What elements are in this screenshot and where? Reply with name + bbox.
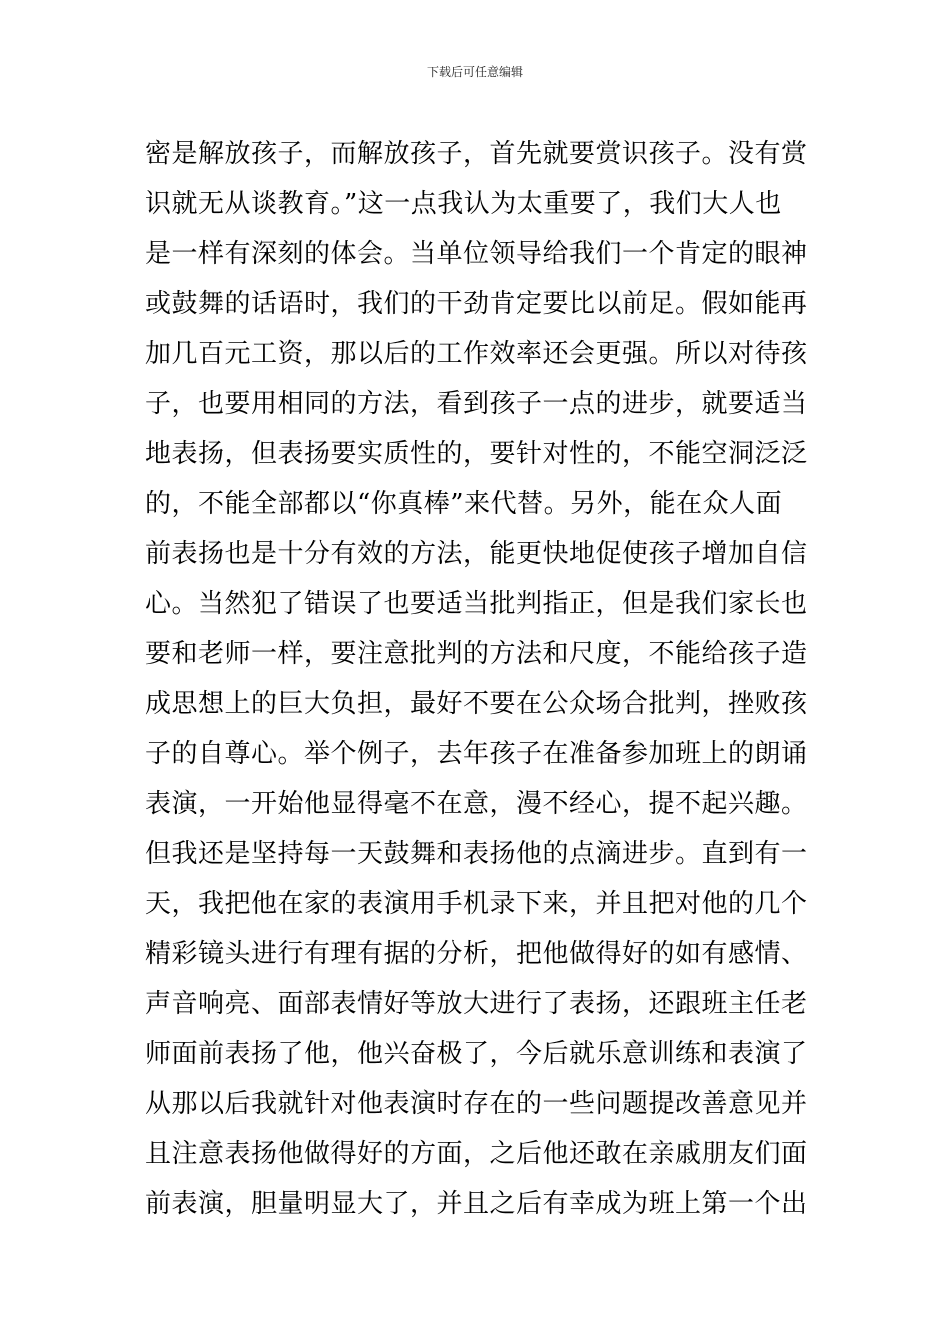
text-line: 前表扬也是十分有效的方法，能更快地促使孩子增加自信 [145, 539, 808, 569]
text-line: 表演，一开始他显得毫不在意，漫不经心，提不起兴趣。 [145, 789, 808, 819]
text-line: 声音响亮、面部表情好等放大进行了表扬，还跟班主任老 [145, 989, 808, 1019]
text-line: 成思想上的巨大负担，最好不要在公众场合批判，挫败孩 [145, 689, 808, 719]
page-header: 下载后可任意编辑 [426, 65, 523, 79]
body-text [145, 129, 815, 1229]
text-line: 前表演，胆量明显大了，并且之后有幸成为班上第一个出 [145, 1189, 808, 1219]
text-line: 且注意表扬他做得好的方面，之后他还敢在亲戚朋友们面 [145, 1139, 808, 1169]
text-line: 子的自尊心。举个例子，去年孩子在准备参加班上的朗诵 [145, 739, 808, 769]
text-line: 加几百元工资，那以后的工作效率还会更强。所以对待孩 [145, 339, 808, 369]
text-line: 的，不能全部都以“你真棒”来代替。另外，能在众人面 [145, 489, 783, 519]
text-line: 地表扬，但表扬要实质性的，要针对性的，不能空洞泛泛 [145, 439, 808, 469]
text-line: 从那以后我就针对他表演时存在的一些问题提改善意见并 [145, 1089, 808, 1119]
text-line: 但我还是坚持每一天鼓舞和表扬他的点滴进步。直到有一 [145, 839, 808, 869]
text-line: 要和老师一样，要注意批判的方法和尺度，不能给孩子造 [145, 639, 808, 669]
text-line: 天，我把他在家的表演用手机录下来，并且把对他的几个 [145, 889, 808, 919]
text-line: 师面前表扬了他，他兴奋极了，今后就乐意训练和表演了 [145, 1039, 808, 1069]
text-line: 子，也要用相同的方法，看到孩子一点的进步，就要适当 [145, 389, 808, 419]
text-line: 精彩镜头进行有理有据的分析，把他做得好的如有感情、 [145, 939, 808, 969]
text-line: 或鼓舞的话语时，我们的干劲肯定要比以前足。假如能再 [145, 289, 808, 319]
text-line: 密是解放孩子，而解放孩子，首先就要赏识孩子。没有赏 [145, 139, 808, 169]
text-line: 识就无从谈教育。”这一点我认为太重要了，我们大人也 [145, 189, 782, 219]
text-line: 是一样有深刻的体会。当单位领导给我们一个肯定的眼神 [145, 239, 808, 269]
text-line: 心。当然犯了错误了也要适当批判指正，但是我们家长也 [145, 589, 808, 619]
